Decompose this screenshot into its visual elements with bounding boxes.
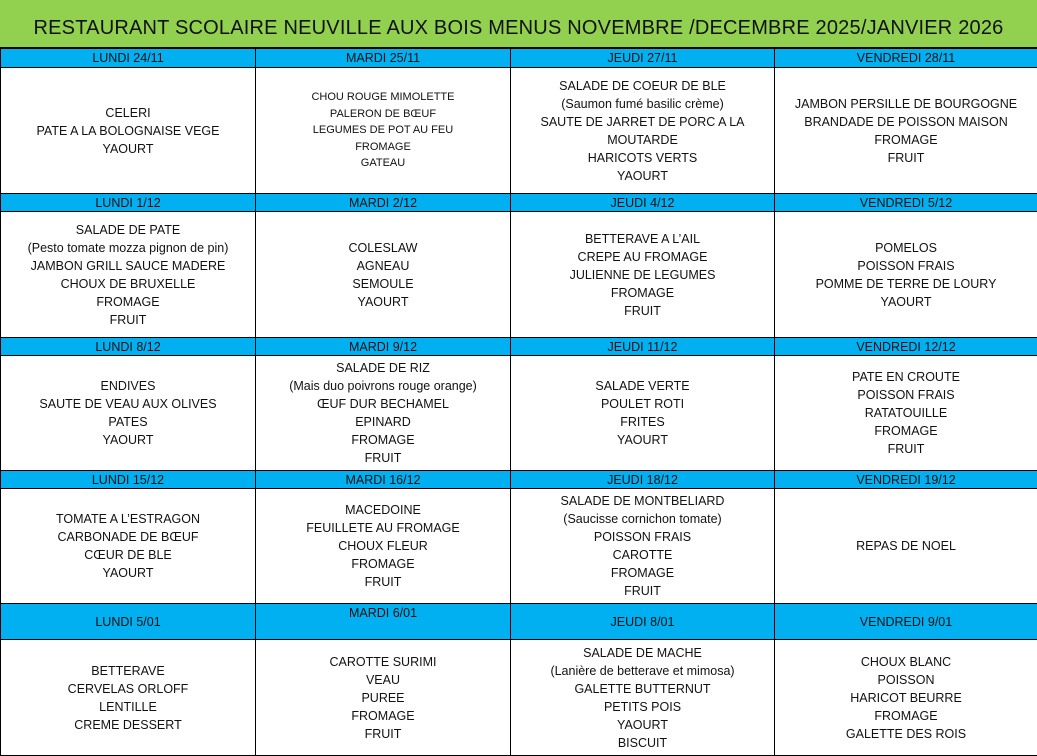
menu-item: FRUIT	[256, 725, 510, 743]
day-menu	[775, 489, 1037, 604]
menu-item: FRUIT	[775, 149, 1037, 167]
menu-item: SALADE DE MONTBELIARD	[511, 492, 774, 510]
menu-item: TOMATE A L’ESTRAGON	[1, 510, 255, 528]
menu-item: FROMAGE	[256, 431, 510, 449]
day-header: MARDI 25/11	[256, 49, 511, 68]
week-menu-row	[1, 68, 1037, 194]
menu-item: HARICOT BEURRE	[775, 689, 1037, 707]
menu-item: EPINARD	[256, 413, 510, 431]
day-header: JEUDI 18/12	[511, 471, 775, 489]
day-menu	[1, 489, 256, 604]
menu-item: YAOURT	[256, 293, 510, 311]
day-menu	[256, 68, 511, 194]
menu-item: (Lanière de betterave et mimosa)	[511, 662, 774, 680]
menu-item: POULET ROTI	[511, 395, 774, 413]
day-header: VENDREDI 9/01	[775, 604, 1037, 640]
menu-item: JAMBON PERSILLE DE BOURGOGNE	[775, 95, 1037, 113]
menu-item: FRUIT	[256, 449, 510, 467]
menu-item: SALADE DE MACHE	[511, 644, 774, 662]
menu-item: FROMAGE	[256, 555, 510, 573]
page-title: RESTAURANT SCOLAIRE NEUVILLE AUX BOIS MENUS NOVEMBRE /DECEMBRE 2025/JANVIER 2026	[0, 0, 1037, 48]
menu-item: FROMAGE	[775, 707, 1037, 725]
menu-item: POISSON FRAIS	[511, 528, 774, 546]
day-menu	[256, 212, 511, 338]
menu-item: FEUILLETE AU FROMAGE	[256, 519, 510, 537]
menu-item: MACEDOINE	[256, 501, 510, 519]
day-menu	[256, 489, 511, 604]
day-menu	[1, 212, 256, 338]
day-menu	[511, 212, 775, 338]
day-header: MARDI 6/01	[256, 604, 511, 640]
menu-item: REPAS DE NOEL	[775, 537, 1037, 555]
menu-item: CAROTTE	[511, 546, 774, 564]
menu-item: CHOUX FLEUR	[256, 537, 510, 555]
menu-item: CHOUX BLANC	[775, 653, 1037, 671]
menu-item: CREME DESSERT	[1, 716, 255, 734]
menu-item: FRUIT	[511, 302, 774, 320]
day-header: LUNDI 15/12	[1, 471, 256, 489]
day-menu	[1, 356, 256, 471]
menu-item: (Pesto tomate mozza pignon de pin)	[1, 239, 255, 257]
week-menu-row	[1, 356, 1037, 471]
menu-item: FROMAGE	[775, 422, 1037, 440]
menu-item: POISSON FRAIS	[775, 257, 1037, 275]
menu-item: POISSON	[775, 671, 1037, 689]
menu-item: FROMAGE	[256, 139, 510, 156]
day-header: LUNDI 24/11	[1, 49, 256, 68]
menu-item: PATES	[1, 413, 255, 431]
day-menu	[775, 212, 1037, 338]
menu-item: YAOURT	[511, 167, 774, 185]
menu-item: FROMAGE	[511, 284, 774, 302]
menu-item: FRUIT	[775, 440, 1037, 458]
menu-item: (Saumon fumé basilic crème)	[511, 95, 774, 113]
day-header: JEUDI 8/01	[511, 604, 775, 640]
menu-item: YAOURT	[511, 716, 774, 734]
menu-item: BISCUIT	[511, 734, 774, 752]
menu-item: JULIENNE DE LEGUMES	[511, 266, 774, 284]
menu-table	[0, 48, 1037, 756]
menu-item: YAOURT	[1, 140, 255, 158]
day-menu	[775, 356, 1037, 471]
menu-item: CHOUX DE BRUXELLE	[1, 275, 255, 293]
menu-item: SAUTE DE VEAU AUX OLIVES	[1, 395, 255, 413]
menu-item: PATE A LA BOLOGNAISE VEGE	[1, 122, 255, 140]
week-menu-row	[1, 489, 1037, 604]
menu-item: FROMAGE	[256, 707, 510, 725]
menu-item: FROMAGE	[775, 131, 1037, 149]
menu-item: BRANDADE DE POISSON MAISON	[775, 113, 1037, 131]
menu-item: PUREE	[256, 689, 510, 707]
menu-item: PATE EN CROUTE	[775, 368, 1037, 386]
menu-item: ŒUF DUR BECHAMEL	[256, 395, 510, 413]
menu-item: (Saucisse cornichon tomate)	[511, 510, 774, 528]
menu-item: LENTILLE	[1, 698, 255, 716]
menu-item: CARBONADE DE BŒUF	[1, 528, 255, 546]
day-menu	[511, 489, 775, 604]
day-menu	[1, 68, 256, 194]
day-menu	[511, 640, 775, 756]
week-header-row	[1, 194, 1037, 212]
menu-item: SALADE DE COEUR DE BLE	[511, 77, 774, 95]
menu-item: GALETTE DES ROIS	[775, 725, 1037, 743]
menu-item: YAOURT	[775, 293, 1037, 311]
menu-item: SALADE VERTE	[511, 377, 774, 395]
menu-item: ENDIVES	[1, 377, 255, 395]
week-header-row	[1, 471, 1037, 489]
menu-item: FRUIT	[1, 311, 255, 329]
menu-item: FROMAGE	[511, 564, 774, 582]
menu-item: FRITES	[511, 413, 774, 431]
menu-item: GALETTE BUTTERNUT	[511, 680, 774, 698]
menu-item: FROMAGE	[1, 293, 255, 311]
day-header: VENDREDI 28/11	[775, 49, 1037, 68]
day-header: JEUDI 11/12	[511, 338, 775, 356]
menu-item: YAOURT	[1, 564, 255, 582]
week-header-row	[1, 338, 1037, 356]
menu-item: CREPE AU FROMAGE	[511, 248, 774, 266]
menu-item: LEGUMES DE POT AU FEU	[256, 122, 510, 139]
menu-item: SAUTE DE JARRET DE PORC A LA	[511, 113, 774, 131]
menu-item: VEAU	[256, 671, 510, 689]
menu-item: FRUIT	[256, 573, 510, 591]
day-menu	[1, 640, 256, 756]
day-menu	[256, 356, 511, 471]
menu-item: AGNEAU	[256, 257, 510, 275]
day-header: VENDREDI 12/12	[775, 338, 1037, 356]
day-menu	[775, 640, 1037, 756]
menu-item: (Mais duo poivrons rouge orange)	[256, 377, 510, 395]
menu-item: CHOU ROUGE MIMOLETTE	[256, 89, 510, 106]
day-header: LUNDI 1/12	[1, 194, 256, 212]
menu-item: CELERI	[1, 104, 255, 122]
day-header: VENDREDI 5/12	[775, 194, 1037, 212]
menu-item: POISSON FRAIS	[775, 386, 1037, 404]
menu-item: PALERON DE BŒUF	[256, 106, 510, 123]
day-menu	[511, 356, 775, 471]
menu-item: PETITS POIS	[511, 698, 774, 716]
day-menu	[256, 640, 511, 756]
day-header: VENDREDI 19/12	[775, 471, 1037, 489]
menu-item: SALADE DE PATE	[1, 221, 255, 239]
menu-item: JAMBON GRILL SAUCE MADERE	[1, 257, 255, 275]
menu-item: CAROTTE SURIMI	[256, 653, 510, 671]
menu-item: MOUTARDE	[511, 131, 774, 149]
day-header: MARDI 2/12	[256, 194, 511, 212]
week-menu-row	[1, 640, 1037, 756]
day-header: JEUDI 27/11	[511, 49, 775, 68]
menu-item: YAOURT	[1, 431, 255, 449]
day-header: LUNDI 8/12	[1, 338, 256, 356]
menu-item: SEMOULE	[256, 275, 510, 293]
menu-item: SALADE DE RIZ	[256, 359, 510, 377]
day-header: LUNDI 5/01	[1, 604, 256, 640]
menu-item: CERVELAS ORLOFF	[1, 680, 255, 698]
menu-item: CŒUR DE BLE	[1, 546, 255, 564]
menu-item: RATATOUILLE	[775, 404, 1037, 422]
menu-item: HARICOTS VERTS	[511, 149, 774, 167]
day-menu	[511, 68, 775, 194]
week-menu-row	[1, 212, 1037, 338]
week-header-row	[1, 604, 1037, 640]
menu-item: BETTERAVE A L’AIL	[511, 230, 774, 248]
menu-item: POMELOS	[775, 239, 1037, 257]
menu-item: GATEAU	[256, 155, 510, 172]
menu-item: COLESLAW	[256, 239, 510, 257]
menu-item: FRUIT	[511, 582, 774, 600]
week-header-row	[1, 49, 1037, 68]
day-header: MARDI 16/12	[256, 471, 511, 489]
day-header: JEUDI 4/12	[511, 194, 775, 212]
day-header: MARDI 9/12	[256, 338, 511, 356]
menu-item: BETTERAVE	[1, 662, 255, 680]
day-menu	[775, 68, 1037, 194]
menu-item: POMME DE TERRE DE LOURY	[775, 275, 1037, 293]
menu-item: YAOURT	[511, 431, 774, 449]
